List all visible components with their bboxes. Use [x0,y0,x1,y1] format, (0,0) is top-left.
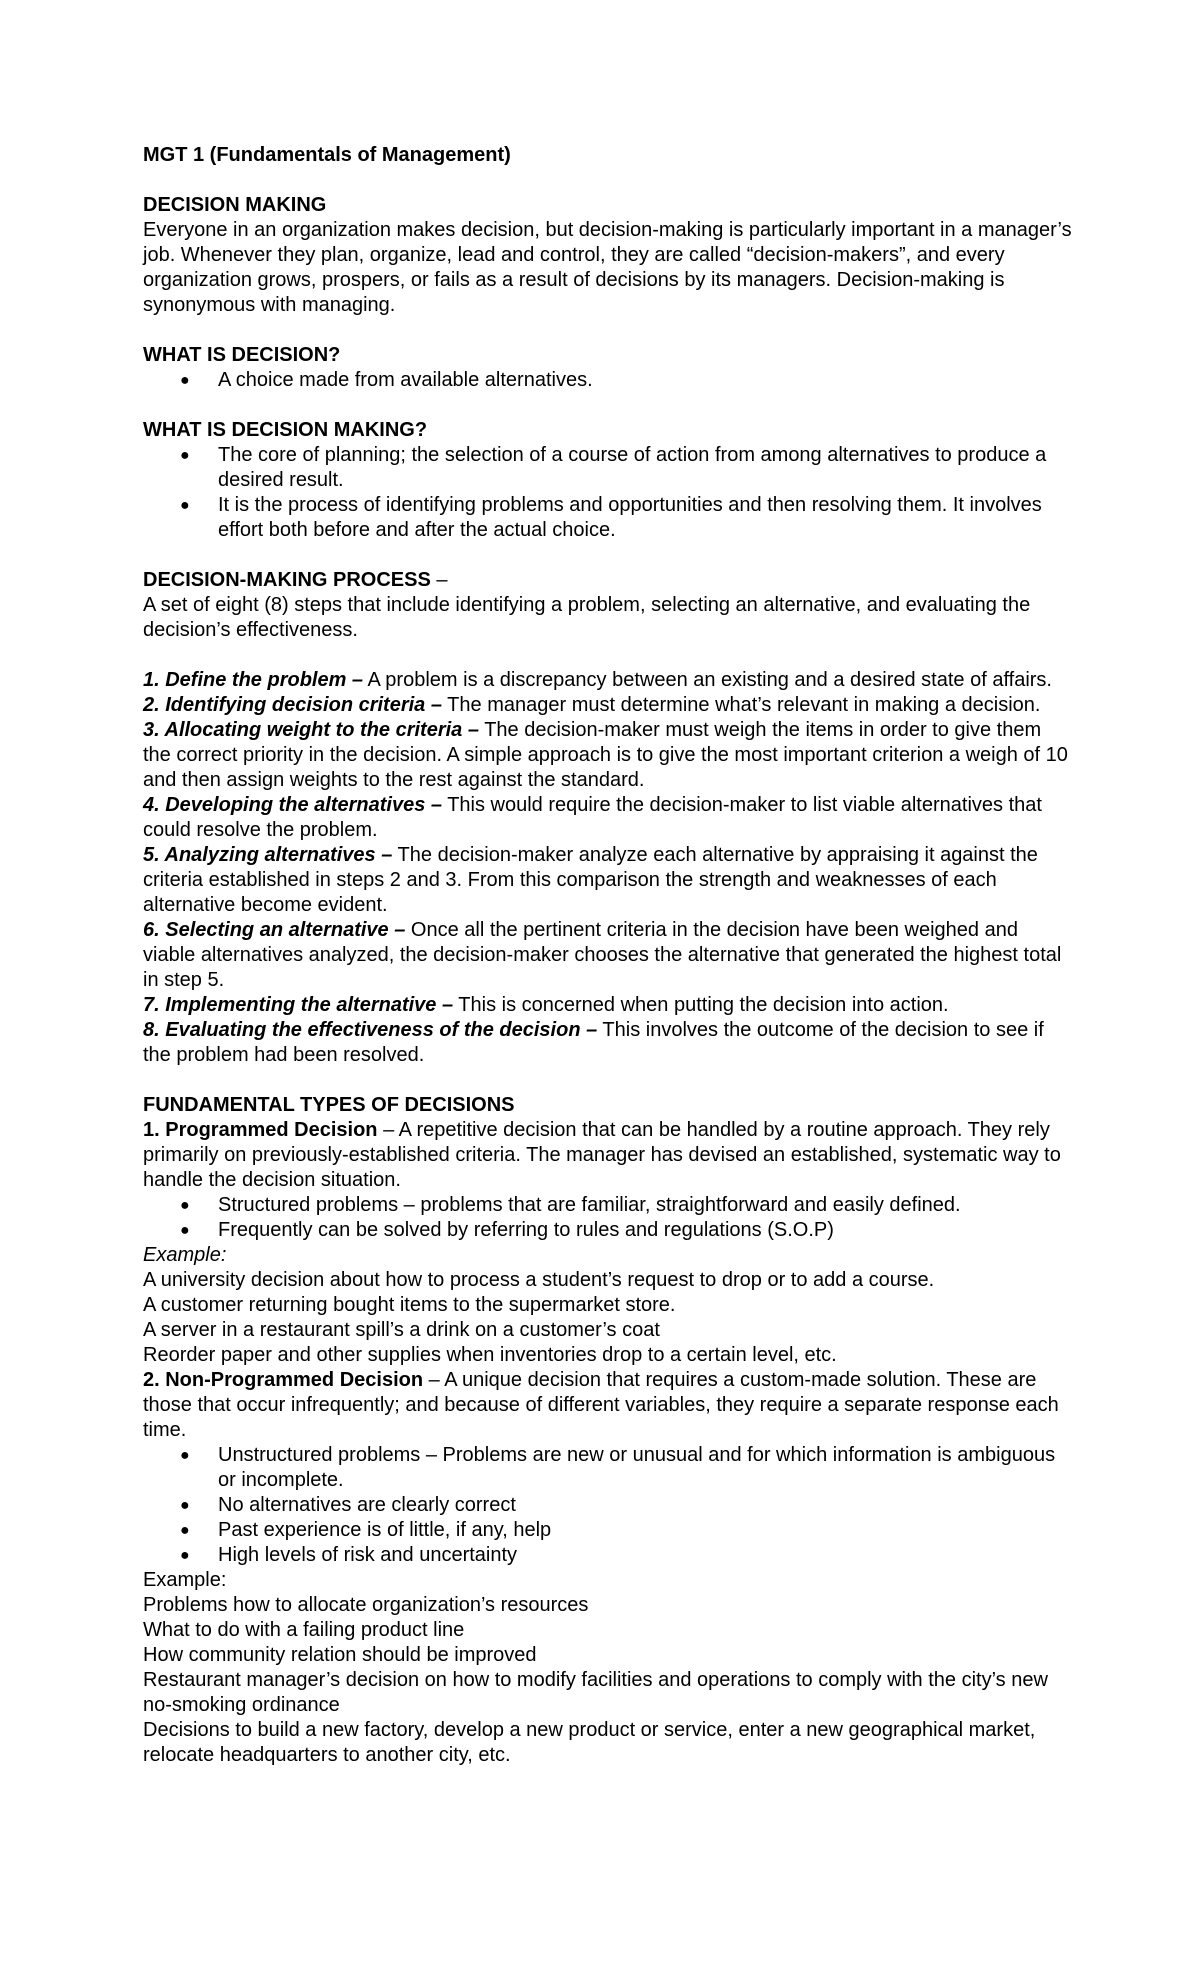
list-item: ● Unstructured problems – Problems are new or unusual and for which information is ambiguous or incomplete. [180,1444,1056,1491]
bullet-icon: ● [180,1447,190,1464]
document-page [143,143,1073,1768]
bullet-list [143,368,1073,393]
example-line: Decisions to build a new factory, develop a new product or service, enter a new geographical market, relocate headquarters to another city, etc. [143,1719,1036,1766]
section-heading: DECISION MAKING [143,194,327,216]
bullet-icon: ● [180,372,190,389]
bullet-icon: ● [180,1197,190,1214]
example-line: A server in a restaurant spill’s a drink on a customer’s coat [143,1319,660,1341]
section-decision-making-process [143,568,1073,1068]
list-item: ● It is the process of identifying problems and opportunities and then resolving them. It involves effort both before and after the actual choice. [180,494,1042,541]
section-heading: WHAT IS DECISION? [143,344,341,366]
bullet-list [143,1193,1073,1243]
list-item: ● Frequently can be solved by referring to rules and regulations (S.O.P) [180,1219,834,1241]
bullet-list [143,443,1073,543]
example-line: A customer returning bought items to the supermarket store. [143,1294,676,1316]
paragraph: Everyone in an organization makes decision, but decision-making is particularly important in a manager’s job. Whenever they plan, organize, lead and control, they are called “decision-makers”, and every organization grows, prospers, or fails as a result of decisions by its managers. Decision-making is synonymous with managing. [143,219,1072,316]
bullet-icon: ● [180,1222,190,1239]
section-heading: DECISION-MAKING PROCESS – [143,569,448,591]
bullet-list [143,1443,1073,1568]
process-step: 5. Analyzing alternatives – The decision-maker analyze each alternative by appraising it against the criteria established in steps 2 and 3. From this comparison the strength and weaknesses of each alternative become evident. [143,844,1038,916]
example-label: Example: [143,1569,227,1591]
section-heading: WHAT IS DECISION MAKING? [143,419,428,441]
section-what-is-decision-making [143,418,1073,543]
decision-type: 2. Non-Programmed Decision – A unique decision that requires a custom-made solution. These are those that occur infrequently; and because of different variables, they require a separate response each time. [143,1369,1059,1441]
example-line: Problems how to allocate organization’s resources [143,1594,589,1616]
list-item: ● A choice made from available alternatives. [180,369,593,391]
section-decision-making [143,193,1073,318]
list-item: ● Past experience is of little, if any, help [180,1519,552,1541]
process-step: 4. Developing the alternatives – This would require the decision-maker to list viable alternatives that could resolve the problem. [143,794,1042,841]
bullet-icon: ● [180,1547,190,1564]
section-types-of-decisions [143,1093,1073,1768]
bullet-icon: ● [180,497,190,514]
list-item: ● No alternatives are clearly correct [180,1494,516,1516]
list-item: ● High levels of risk and uncertainty [180,1544,518,1566]
decision-type: 1. Programmed Decision – A repetitive decision that can be handled by a routine approach. They rely primarily on previously-established criteria. The manager has devised an established, systematic way to handle the decision situation. [143,1119,1061,1191]
section-heading: FUNDAMENTAL TYPES OF DECISIONS [143,1094,515,1116]
list-item: ● The core of planning; the selection of a course of action from among alternatives to produce a desired result. [180,444,1047,491]
example-label: Example: [143,1244,227,1266]
list-item: ● Structured problems – problems that are familiar, straightforward and easily defined. [180,1194,961,1216]
bullet-icon: ● [180,1497,190,1514]
example-line: How community relation should be improved [143,1644,537,1666]
bullet-icon: ● [180,447,190,464]
example-line: Restaurant manager’s decision on how to modify facilities and operations to comply with the city’s new no-smoking ordinance [143,1669,1048,1716]
process-step: 3. Allocating weight to the criteria – The decision-maker must weigh the items in order to give them the correct priority in the decision. A simple approach is to give the most important criterion a weigh of 10 and then assign weights to the rest against the standard. [143,719,1068,791]
bullet-icon: ● [180,1522,190,1539]
section-what-is-decision [143,343,1073,393]
process-step: 1. Define the problem – A problem is a discrepancy between an existing and a desired state of affairs. [143,669,1052,691]
example-line: Reorder paper and other supplies when inventories drop to a certain level, etc. [143,1344,837,1366]
process-step: 8. Evaluating the effectiveness of the decision – This involves the outcome of the decision to see if the problem had been resolved. [143,1019,1044,1066]
example-line: A university decision about how to process a student’s request to drop or to add a course. [143,1269,935,1291]
example-line: What to do with a failing product line [143,1619,465,1641]
document-title: MGT 1 (Fundamentals of Management) [143,144,511,166]
process-step: 6. Selecting an alternative – Once all the pertinent criteria in the decision have been weighed and viable alternatives analyzed, the decision-maker chooses the alternative that generated the highest total in step 5. [143,919,1062,991]
process-step: 2. Identifying decision criteria – The manager must determine what’s relevant in making a decision. [143,694,1041,716]
paragraph: A set of eight (8) steps that include identifying a problem, selecting an alternative, and evaluating the decision’s effectiveness. [143,594,1031,641]
process-step: 7. Implementing the alternative – This is concerned when putting the decision into action. [143,994,949,1016]
